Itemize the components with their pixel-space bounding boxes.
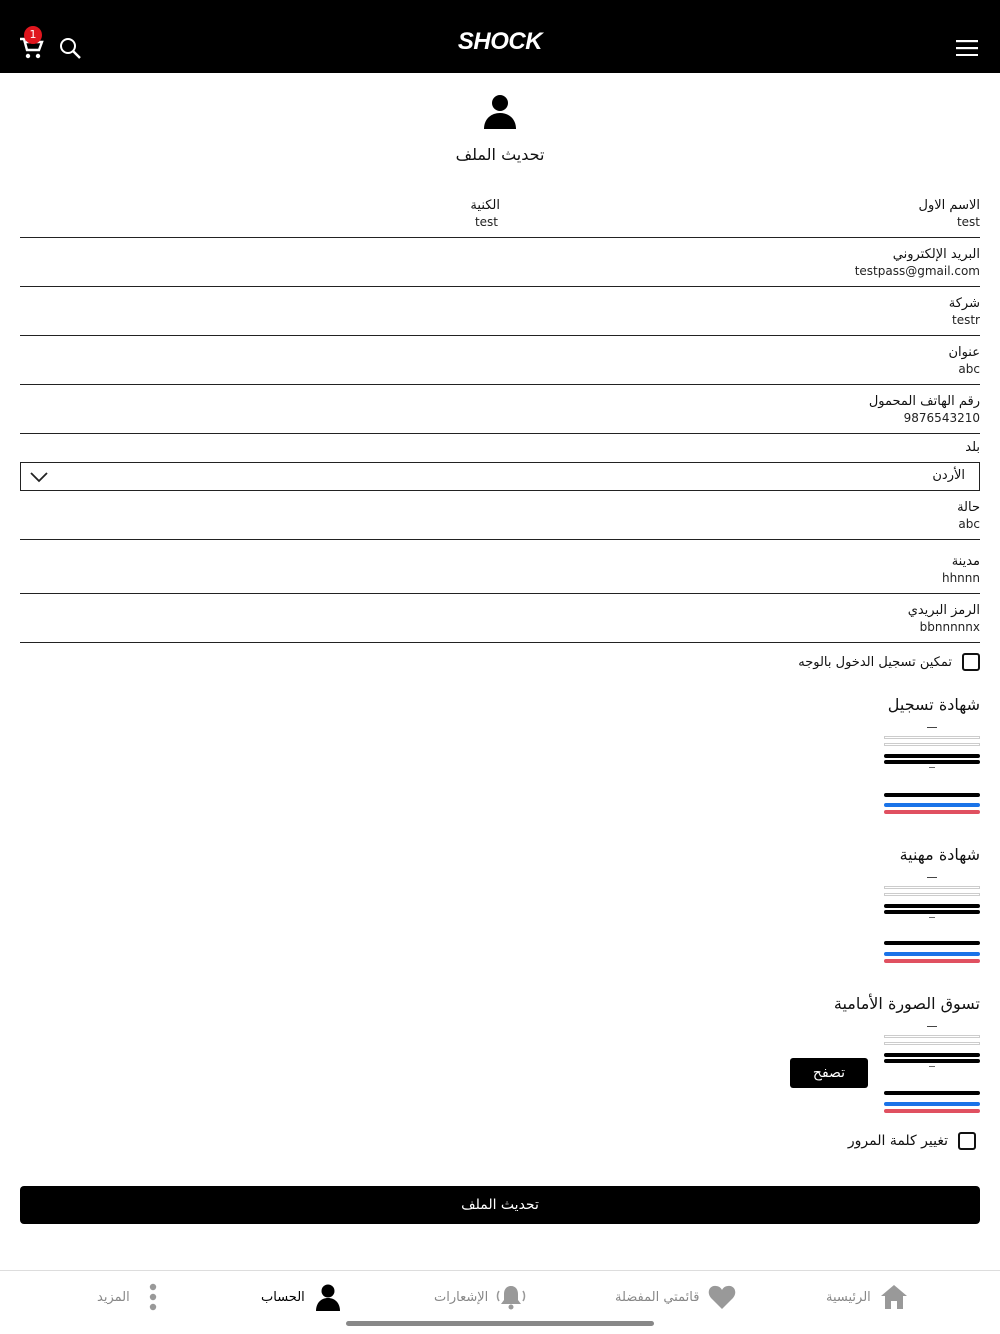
country-label: بلد: [965, 440, 980, 455]
city-field[interactable]: [20, 554, 980, 594]
nav-more-label: المزيد: [97, 1289, 130, 1305]
page-title: تحديث الملف: [455, 145, 545, 164]
address-value[interactable]: abc: [958, 362, 980, 376]
email-field[interactable]: [20, 247, 980, 287]
nav-more[interactable]: [97, 1283, 168, 1311]
state-value[interactable]: abc: [958, 517, 980, 531]
company-label: شركة: [948, 296, 980, 311]
zip-label: الرمز البريدي: [907, 603, 980, 618]
home-icon: [879, 1283, 909, 1311]
more-vertical-icon: [138, 1283, 168, 1311]
first-name-field[interactable]: [500, 198, 980, 238]
avatar-icon: [482, 93, 518, 129]
nav-wishlist-label: قائمتي المفضلة: [615, 1289, 700, 1305]
chevron-down-icon: [29, 469, 49, 485]
address-field[interactable]: [20, 345, 980, 385]
zip-value[interactable]: bbnnnnnx: [919, 620, 980, 634]
last-name-value[interactable]: test: [474, 215, 498, 229]
update-profile-button[interactable]: تحديث الملف: [20, 1186, 980, 1224]
nav-home[interactable]: [826, 1283, 909, 1311]
city-label: مدينة: [951, 554, 980, 569]
home-indicator: [346, 1321, 654, 1326]
first-name-label: الاسم الاول: [918, 198, 980, 213]
nav-notifications-label: الإشعارات: [434, 1289, 489, 1305]
bell-icon: [496, 1283, 526, 1311]
address-label: عنوان: [948, 345, 980, 360]
email-label: البريد الإلكتروني: [892, 247, 980, 262]
mobile-field[interactable]: [20, 394, 980, 434]
face-login-option[interactable]: [798, 653, 980, 671]
nav-account[interactable]: [261, 1283, 343, 1311]
change-password-checkbox[interactable]: [958, 1132, 976, 1150]
professional-certificate-title: شهادة مهنية: [899, 845, 980, 864]
heart-icon: [707, 1283, 737, 1311]
mobile-value[interactable]: 9876543210: [903, 411, 980, 425]
country-selected-value: الأردن: [932, 468, 965, 483]
nav-wishlist[interactable]: [615, 1283, 737, 1311]
last-name-label: الكنية: [470, 198, 500, 213]
state-label: حالة: [957, 500, 980, 515]
state-field[interactable]: [20, 500, 980, 540]
first-name-value[interactable]: test: [956, 215, 980, 229]
company-value[interactable]: testr: [952, 313, 980, 327]
change-password-option[interactable]: [848, 1132, 976, 1150]
top-bar: [0, 0, 1000, 73]
hamburger-menu-icon[interactable]: [956, 40, 978, 56]
professional-certificate-image[interactable]: [884, 877, 980, 961]
face-login-label: تمكين تسجيل الدخول بالوجه: [798, 654, 952, 670]
zip-field[interactable]: [20, 603, 980, 643]
last-name-field[interactable]: [20, 198, 500, 238]
mobile-label: رقم الهاتف المحمول: [868, 394, 980, 409]
registration-certificate-title: شهادة تسجيل: [887, 695, 980, 714]
face-login-checkbox[interactable]: [962, 653, 980, 671]
browse-button[interactable]: تصفح: [790, 1058, 868, 1088]
city-value[interactable]: hhnnn: [941, 571, 980, 585]
storefront-image-title: تسوق الصورة الأمامية: [833, 994, 980, 1013]
nav-home-label: الرئيسية: [826, 1289, 871, 1305]
registration-certificate-image[interactable]: [884, 727, 980, 811]
user-icon: [313, 1283, 343, 1311]
nav-notifications[interactable]: [434, 1283, 526, 1311]
brand-logo[interactable]: SHOCK: [457, 28, 543, 55]
change-password-label: تغيير كلمة المرور: [847, 1133, 948, 1149]
cart-count-badge: 1: [24, 26, 42, 44]
company-field[interactable]: [20, 296, 980, 336]
country-select[interactable]: [20, 462, 980, 491]
nav-account-label: الحساب: [261, 1289, 305, 1305]
email-value[interactable]: testpass@gmail.com: [854, 264, 980, 278]
storefront-image[interactable]: [884, 1026, 980, 1116]
